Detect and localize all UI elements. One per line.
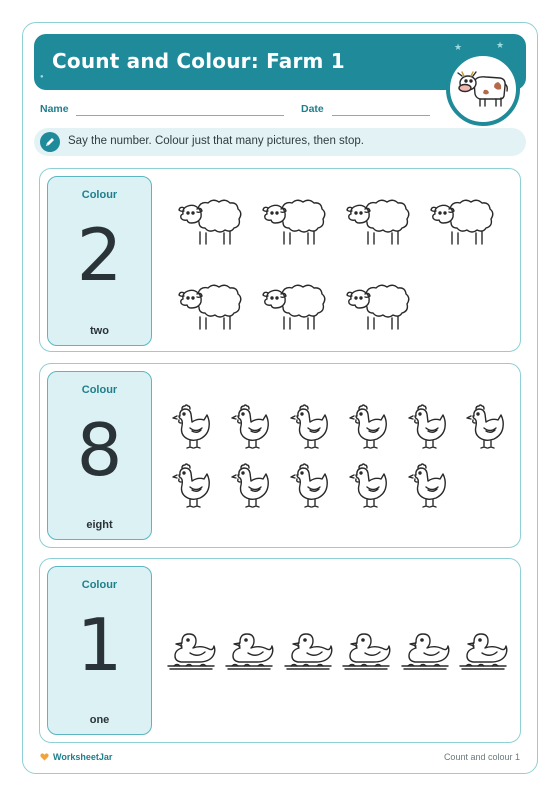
sheep-picture[interactable] — [346, 196, 412, 250]
number-digit: 2 — [76, 213, 123, 297]
duck-picture[interactable] — [458, 632, 508, 672]
count-section-chicken — [39, 363, 521, 548]
duck-picture[interactable] — [341, 632, 391, 672]
chicken-picture[interactable] — [349, 404, 391, 450]
duck-picture[interactable] — [400, 632, 450, 672]
heart-icon — [40, 753, 49, 761]
footer-brand — [40, 752, 112, 762]
number-word: one — [89, 714, 110, 726]
brand-name: WorksheetJar — [53, 752, 113, 762]
sheep-picture[interactable] — [178, 196, 244, 250]
colour-label: Colour — [81, 189, 118, 201]
chicken-picture[interactable] — [290, 463, 332, 509]
cow-icon — [456, 66, 510, 112]
sheep-picture[interactable] — [262, 196, 328, 250]
duck-picture[interactable] — [283, 632, 333, 672]
pencil-icon — [40, 132, 60, 152]
chicken-picture[interactable] — [290, 404, 332, 450]
number-card — [47, 371, 152, 540]
number-card — [47, 566, 152, 735]
number-card — [47, 176, 152, 346]
date-line[interactable] — [332, 115, 430, 116]
page-title: Count and Colour: Farm 1 — [52, 49, 345, 73]
number-word: two — [90, 325, 109, 337]
number-digit: 8 — [76, 408, 123, 492]
duck-picture[interactable] — [166, 632, 216, 672]
star-decoration: ★ — [454, 42, 463, 52]
star-decoration: ● — [40, 74, 44, 80]
chicken-picture[interactable] — [466, 404, 508, 450]
duck-picture[interactable] — [224, 632, 274, 672]
number-word: eight — [86, 519, 113, 531]
chicken-picture[interactable] — [231, 404, 273, 450]
chicken-picture[interactable] — [231, 463, 273, 509]
chicken-picture[interactable] — [408, 404, 450, 450]
chicken-picture[interactable] — [408, 463, 450, 509]
name-label: Name — [40, 103, 69, 115]
colour-label: Colour — [81, 384, 118, 396]
date-label: Date — [301, 103, 324, 115]
chicken-picture[interactable] — [172, 463, 214, 509]
instruction-bar — [34, 128, 526, 156]
cow-badge — [446, 52, 520, 126]
sheep-picture[interactable] — [178, 281, 244, 335]
chicken-picture[interactable] — [172, 404, 214, 450]
number-digit: 1 — [76, 603, 123, 687]
colour-label: Colour — [81, 579, 118, 591]
sheep-picture[interactable] — [430, 196, 496, 250]
instruction-text: Say the number. Colour just that many pictures, then stop. — [68, 135, 364, 147]
star-decoration: ★ — [496, 40, 505, 50]
name-line[interactable] — [76, 115, 284, 116]
chicken-picture[interactable] — [349, 463, 391, 509]
sheep-picture[interactable] — [262, 281, 328, 335]
sheep-picture[interactable] — [346, 281, 412, 335]
footer-page-label: Count and colour 1 — [443, 752, 520, 762]
